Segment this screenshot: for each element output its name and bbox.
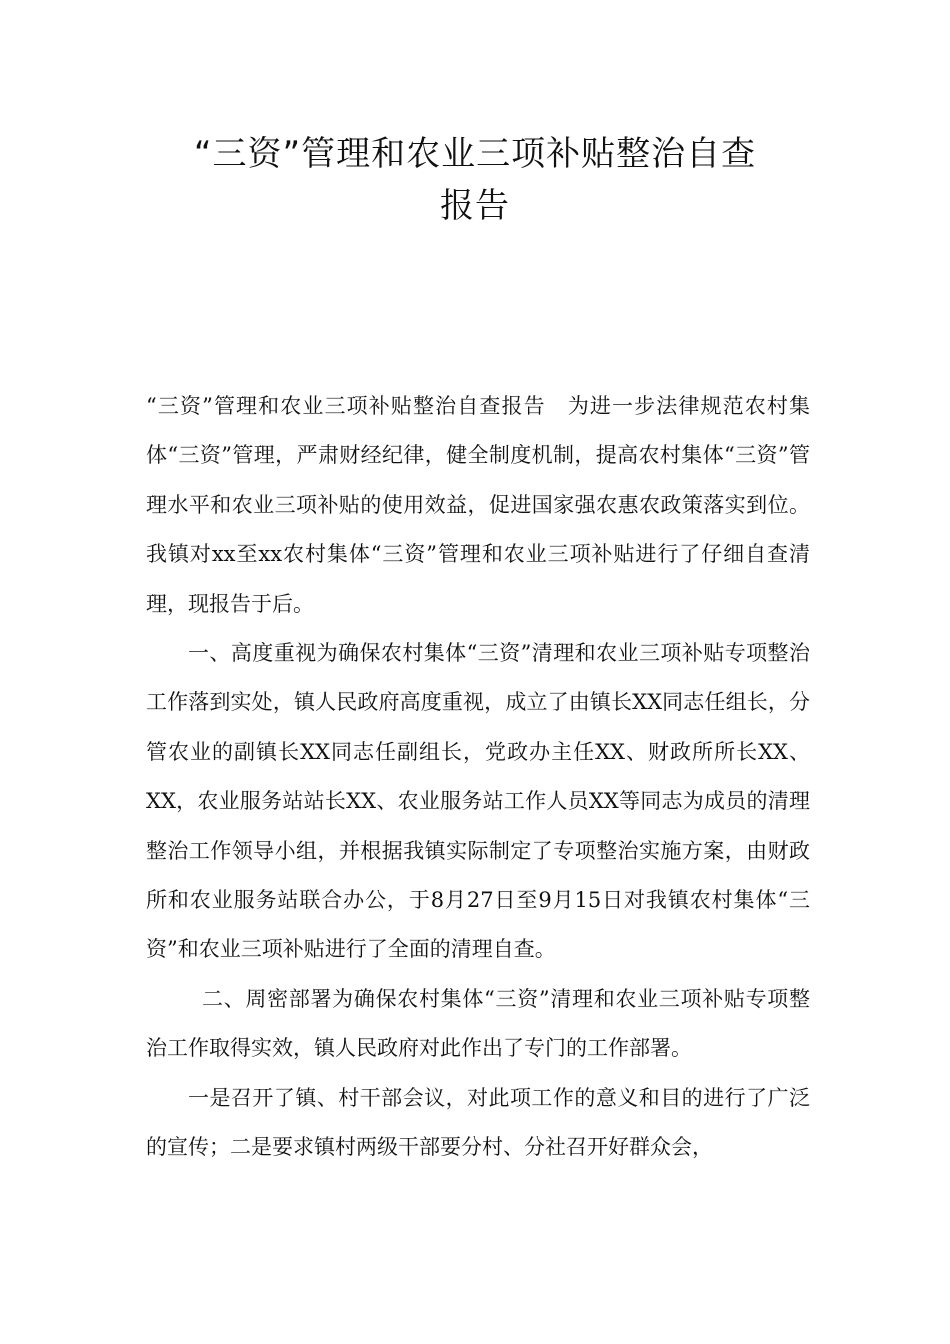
title-line-2: 报告 — [440, 186, 510, 226]
paragraph-intro: “三资”管理和农业三项补贴整治自查报告 为进一步法律规范农村集体“三资”管理，严肃财经纪律，健全制度机制，提高农村集体“三资”管理水平和农业三项补贴的使用效益，促进国家强农惠农政策落实到位。我镇对xx至xx农村集体“三资”管理和农业三项补贴进行了仔细自查清理，现报告于后。 — [146, 394, 810, 616]
document-body — [146, 382, 810, 1173]
title-line-1: “三资”管理和农业三项补贴整治自查 — [193, 134, 757, 174]
paragraph-section-2: 二、周密部署为确保农村集体“三资”清理和农业三项补贴专项整治工作取得实效，镇人民政府对此作出了专门的工作部署。 — [146, 986, 810, 1061]
paragraph-section-1: 一、高度重视为确保农村集体“三资”清理和农业三项补贴专项整治工作落到实处，镇人民政府高度重视，成立了由镇长XX同志任组长，分管农业的副镇长XX同志任副组长，党政办主任XX、财政所所长XX、XX，农业服务站站长XX、农业服务站工作人员XX等同志为成员的清理整治工作领导小组，并根据我镇实际制定了专项整治实施方案，由财政所和农业服务站联合办公，于8月27日至9月15日对我镇农村集体“三资”和农业三项补贴进行了全面的清理自查。 — [146, 641, 810, 962]
paragraph-section-2-detail: 一是召开了镇、村干部会议，对此项工作的意义和目的进行了广泛的宣传；二是要求镇村两级干部要分村、分社召开好群众会， — [146, 1085, 810, 1160]
document-title — [120, 128, 830, 232]
